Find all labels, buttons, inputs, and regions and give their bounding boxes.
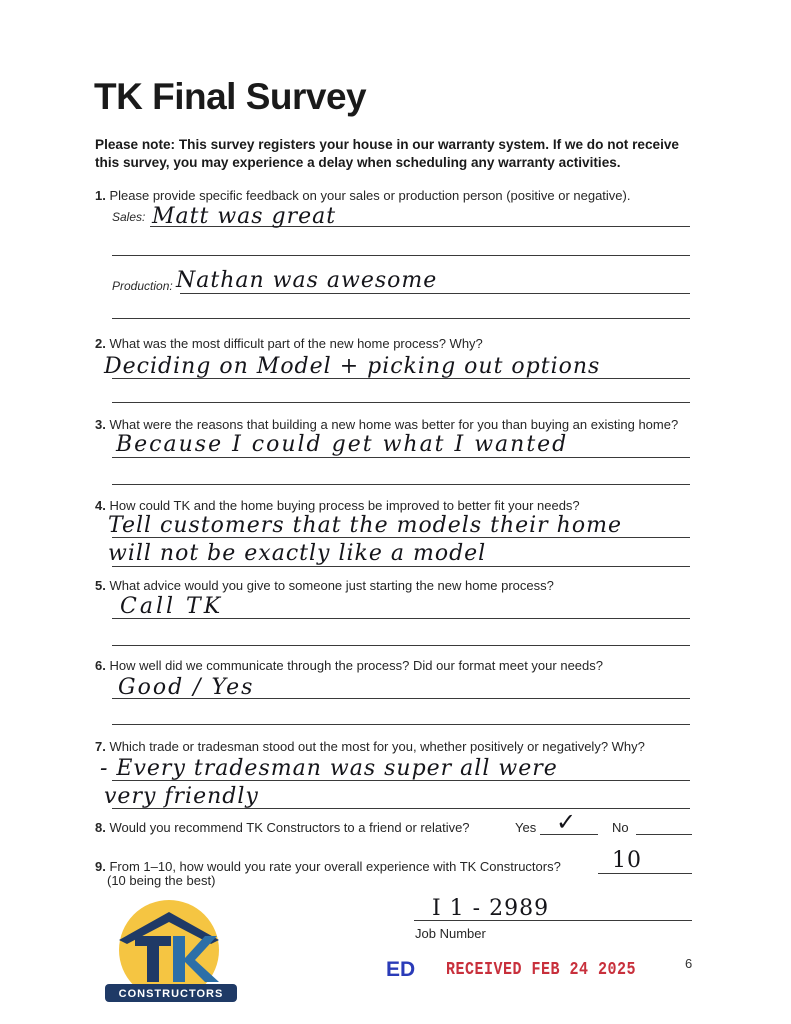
question-2-number: 2. (95, 336, 106, 351)
no-line[interactable] (636, 834, 692, 835)
sales-label: Sales: (112, 210, 146, 224)
question-6-line-2 (112, 724, 690, 725)
question-9-subtext: (10 being the best) (107, 873, 216, 888)
question-5 (95, 578, 554, 593)
question-2-line-2 (112, 402, 690, 403)
question-1-text: Please provide specific feedback on your sales or production person (positive or negative). (109, 188, 631, 203)
question-5-answer: Call TK (120, 594, 224, 619)
question-2-answer: Deciding on Model + picking out options (104, 354, 601, 379)
question-3 (95, 417, 678, 432)
job-number-line (414, 920, 692, 921)
job-number-label: Job Number (415, 926, 486, 941)
rating-line[interactable] (598, 873, 692, 874)
no-label: No (612, 820, 629, 835)
logo-graphic (105, 898, 245, 1004)
question-7-answer-line-1: - Every tradesman was super all were (100, 756, 558, 781)
question-6-answer: Good / Yes (118, 675, 255, 700)
question-5-text: What advice would you give to someone just starting the new home process? (109, 578, 554, 593)
yes-checkmark-icon: ✓ (556, 808, 578, 836)
question-2-line (112, 378, 690, 379)
question-7-number: 7. (95, 739, 106, 754)
sales-line-2 (112, 255, 690, 256)
question-1 (95, 188, 630, 203)
question-4-line (112, 537, 690, 538)
production-line-2 (112, 318, 690, 319)
question-2 (95, 336, 483, 351)
production-label: Production: (112, 279, 173, 293)
question-7-line (112, 780, 690, 781)
question-3-line (112, 457, 690, 458)
question-8 (95, 820, 470, 835)
warranty-note: Please note: This survey registers your house in our warranty system. If we do not receive this survey, you may experience a delay when scheduling any warranty activities. (95, 137, 679, 170)
question-7-line-2 (112, 808, 690, 809)
yes-label: Yes (515, 820, 537, 835)
question-4-answer-line-2: will not be exactly like a model (108, 541, 487, 566)
question-4-number: 4. (95, 498, 106, 513)
question-3-line-2 (112, 484, 690, 485)
question-5-number: 5. (95, 578, 106, 593)
question-3-number: 3. (95, 417, 106, 432)
question-6-text: How well did we communicate through the process? Did our format meet your needs? (109, 658, 603, 673)
page-number: 6 (685, 956, 693, 971)
question-8-text: Would you recommend TK Constructors to a friend or relative? (109, 820, 470, 835)
question-7 (95, 739, 645, 754)
question-6-number: 6. (95, 658, 106, 673)
logo-wordmark: CONSTRUCTORS (118, 988, 224, 1000)
question-9-text: From 1–10, how would you rate your overall experience with TK Constructors? (109, 859, 561, 874)
question-1-number: 1. (95, 188, 106, 203)
question-8-number: 8. (95, 820, 106, 835)
question-5-line-2 (112, 645, 690, 646)
question-2-text: What was the most difficult part of the new home process? Why? (109, 336, 483, 351)
job-number-value: I 1 - 2989 (432, 896, 550, 921)
question-9-number: 9. (95, 859, 106, 874)
question-6 (95, 658, 603, 673)
question-7-text: Which trade or tradesman stood out the most for you, whether positively or negatively? Why? (109, 739, 645, 754)
question-6-line (112, 698, 690, 699)
production-line (180, 293, 690, 294)
tk-constructors-logo (105, 898, 245, 1009)
question-4-answer-line-1: Tell customers that the models their home (108, 513, 622, 538)
sales-answer: Matt was great (152, 204, 337, 229)
production-answer: Nathan was awesome (176, 268, 438, 293)
question-3-answer: Because I could get what I wanted (116, 432, 569, 457)
page-title: TK Final Survey (94, 76, 367, 117)
received-stamp: RECEIVED FEB 24 2025 (446, 958, 637, 981)
stamp-fragment: ED (386, 958, 416, 981)
question-4 (95, 498, 580, 513)
question-9 (95, 859, 561, 874)
question-3-text: What were the reasons that building a new home was better for you than buying an existing home? (109, 417, 679, 432)
question-4-line-2 (112, 566, 690, 567)
question-4-text: How could TK and the home buying process be improved to better fit your needs? (109, 498, 580, 513)
rating-answer: 10 (612, 848, 642, 873)
question-7-answer-line-2: very friendly (104, 784, 259, 809)
question-5-line (112, 618, 690, 619)
